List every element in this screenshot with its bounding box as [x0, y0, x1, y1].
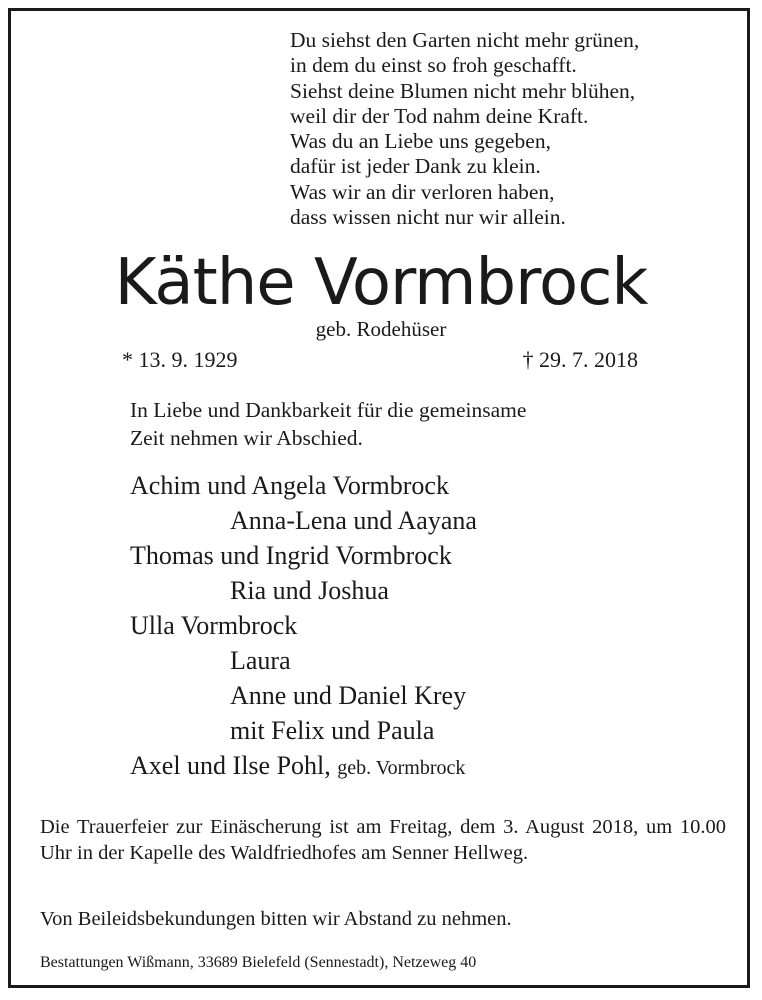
mourner-line: Anna-Lena und Aayana — [230, 506, 477, 535]
poem-line: Was wir an dir verloren haben, — [290, 179, 555, 204]
intro-text — [130, 396, 526, 452]
poem-line: Was du an Liebe uns gegeben, — [290, 129, 551, 154]
poem-line: dass wissen nicht nur wir allein. — [290, 205, 566, 230]
mourner-line: mit Felix und Paula — [230, 716, 435, 745]
mourner-line-with-note — [130, 748, 477, 786]
maiden-name: geb. Rodehüser — [315, 317, 447, 341]
mourner-line: Laura — [230, 646, 291, 675]
intro-line: Zeit nehmen wir Abschied. — [130, 426, 363, 450]
condolences-note: Von Beileidsbekundungen bitten wir Abstand zu nehmen. — [40, 908, 512, 930]
mourners-list — [130, 468, 477, 786]
service-info — [40, 814, 726, 866]
death-date: † 29. 7. 2018 — [522, 347, 638, 372]
intro-line: In Liebe und Dankbarkeit für die gemeinsame — [130, 398, 527, 422]
mourner-line: Achim und Angela Vormbrock — [130, 471, 449, 500]
poem-line: dafür ist jeder Dank zu klein. — [290, 154, 541, 179]
deceased-name: Käthe Vormbrock — [114, 246, 648, 320]
mourner-line: Ria und Joshua — [230, 576, 389, 605]
poem-line: weil dir der Tod nahm deine Kraft. — [290, 103, 589, 128]
poem-line: in dem du einst so froh geschafft. — [290, 53, 577, 78]
poem-line: Siehst deine Blumen nicht mehr blühen, — [290, 78, 636, 103]
birth-date: * 13. 9. 1929 — [122, 347, 238, 372]
mourner-line: Anne und Daniel Krey — [230, 681, 467, 710]
mourner-line: Ulla Vormbrock — [130, 611, 298, 640]
mourner-note: geb. Vormbrock — [337, 757, 466, 779]
poem-line: Du siehst den Garten nicht mehr grünen, — [290, 28, 640, 52]
mourner-name: Axel und Ilse Pohl, — [130, 751, 331, 780]
funeral-home-footer: Bestattungen Wißmann, 33689 Bielefeld (Sennestadt), Netzeweg 40 — [40, 954, 477, 971]
mourner-line: Thomas und Ingrid Vormbrock — [130, 541, 452, 570]
poem — [290, 28, 639, 230]
service-text: Die Trauerfeier zur Einäscherung ist am Freitag, dem 3. August 2018, um 10.00 Uhr in der Kapelle des Waldfriedhofes am Senner Hellweg. — [40, 816, 726, 864]
